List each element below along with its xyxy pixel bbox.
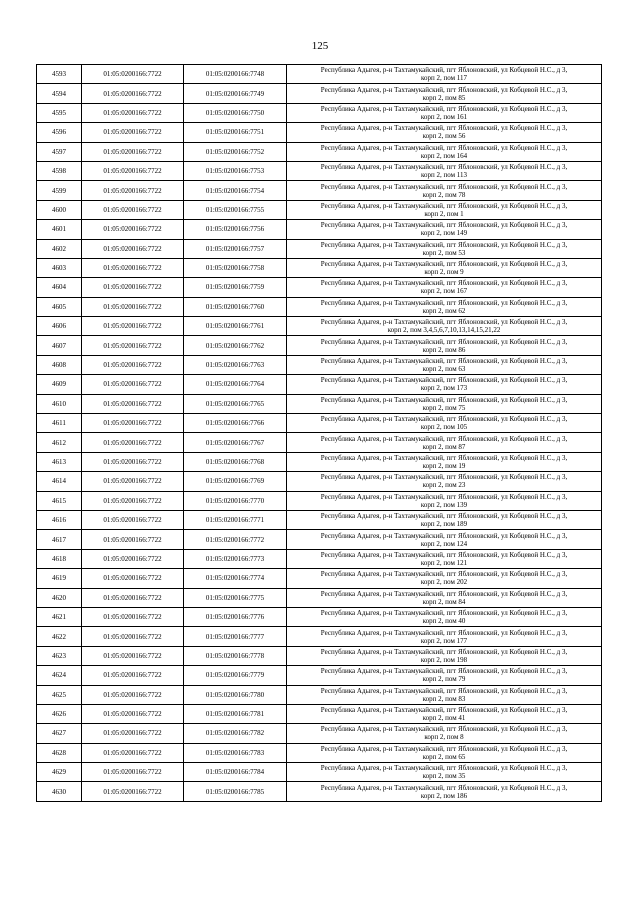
parent-cadastral-cell: 01:05:0200166:7722 xyxy=(82,123,184,142)
address-line-2: корп 2, пом 1 xyxy=(424,209,464,218)
row-number-cell: 4599 xyxy=(37,181,82,200)
cadastral-number-cell: 01:05:0200166:7782 xyxy=(184,724,287,743)
table-row xyxy=(37,704,602,723)
address-line-2: корп 2, пом 23 xyxy=(422,481,466,490)
address-cell xyxy=(287,239,602,258)
row-number-cell: 4605 xyxy=(37,297,82,316)
address-cell xyxy=(287,530,602,549)
address-line-2: корп 2, пом 86 xyxy=(422,345,466,354)
parent-cadastral-cell: 01:05:0200166:7722 xyxy=(82,569,184,588)
address-cell xyxy=(287,103,602,122)
table-row xyxy=(37,84,602,103)
address-line-2: корп 2, пом 63 xyxy=(422,365,466,374)
address-line-2: корп 2, пом 53 xyxy=(422,248,466,257)
cadastral-number-cell: 01:05:0200166:7765 xyxy=(184,394,287,413)
address-line-1: Республика Адыгея, р-н Тахтамукайский, пгт Яблоновский, ул Кобцевой Н.С., д 3, xyxy=(320,201,568,210)
address-cell xyxy=(287,394,602,413)
address-line-2: корп 2, пом 173 xyxy=(420,384,468,393)
cadastral-number-cell: 01:05:0200166:7755 xyxy=(184,200,287,219)
address-line-1: Республика Адыгея, р-н Тахтамукайский, пгт Яблоновский, ул Кобцевой Н.С., д 3, xyxy=(320,415,568,424)
table-row xyxy=(37,239,602,258)
parent-cadastral-cell: 01:05:0200166:7722 xyxy=(82,452,184,471)
cadastral-number-cell: 01:05:0200166:7766 xyxy=(184,414,287,433)
table-row xyxy=(37,278,602,297)
table-row xyxy=(37,607,602,626)
address-cell xyxy=(287,355,602,374)
address-line-1: Республика Адыгея, р-н Тахтамукайский, пгт Яблоновский, ул Кобцевой Н.С., д 3, xyxy=(320,376,568,385)
row-number-cell: 4629 xyxy=(37,763,82,782)
address-line-1: Республика Адыгея, р-н Тахтамукайский, пгт Яблоновский, ул Кобцевой Н.С., д 3, xyxy=(320,182,568,191)
address-line-2: корп 2, пом 40 xyxy=(422,617,466,626)
address-line-1: Республика Адыгея, р-н Тахтамукайский, пгт Яблоновский, ул Кобцевой Н.С., д 3, xyxy=(320,298,568,307)
address-line-1: Республика Адыгея, р-н Тахтамукайский, пгт Яблоновский, ул Кобцевой Н.С., д 3, xyxy=(320,260,568,269)
address-line-1: Республика Адыгея, р-н Тахтамукайский, пгт Яблоновский, ул Кобцевой Н.С., д 3, xyxy=(320,609,568,618)
address-cell xyxy=(287,666,602,685)
address-cell xyxy=(287,588,602,607)
row-number-cell: 4608 xyxy=(37,355,82,374)
cadastral-number-cell: 01:05:0200166:7775 xyxy=(184,588,287,607)
cadastral-number-cell: 01:05:0200166:7774 xyxy=(184,569,287,588)
table-row xyxy=(37,375,602,394)
address-cell xyxy=(287,491,602,510)
parent-cadastral-cell: 01:05:0200166:7722 xyxy=(82,317,184,336)
cadastral-number-cell: 01:05:0200166:7770 xyxy=(184,491,287,510)
row-number-cell: 4627 xyxy=(37,724,82,743)
row-number-cell: 4614 xyxy=(37,472,82,491)
address-line-2: корп 2, пом 186 xyxy=(420,791,468,800)
parent-cadastral-cell: 01:05:0200166:7722 xyxy=(82,161,184,180)
address-line-1: Республика Адыгея, р-н Тахтамукайский, пгт Яблоновский, ул Кобцевой Н.С., д 3, xyxy=(320,318,568,327)
address-line-2: корп 2, пом 161 xyxy=(420,112,468,121)
row-number-cell: 4600 xyxy=(37,200,82,219)
cadastral-number-cell: 01:05:0200166:7773 xyxy=(184,549,287,568)
row-number-cell: 4622 xyxy=(37,627,82,646)
address-cell xyxy=(287,607,602,626)
table-row xyxy=(37,782,602,801)
cadastral-number-cell: 01:05:0200166:7753 xyxy=(184,161,287,180)
row-number-cell: 4619 xyxy=(37,569,82,588)
row-number-cell: 4612 xyxy=(37,433,82,452)
cadastral-number-cell: 01:05:0200166:7756 xyxy=(184,220,287,239)
address-line-2: корп 2, пом 167 xyxy=(420,287,468,296)
address-cell xyxy=(287,65,602,84)
cadastral-number-cell: 01:05:0200166:7785 xyxy=(184,782,287,801)
table-row xyxy=(37,394,602,413)
address-cell xyxy=(287,743,602,762)
cadastral-number-cell: 01:05:0200166:7748 xyxy=(184,65,287,84)
table-row xyxy=(37,65,602,84)
table-row xyxy=(37,336,602,355)
address-line-1: Республика Адыгея, р-н Тахтамукайский, пгт Яблоновский, ул Кобцевой Н.С., д 3, xyxy=(320,764,568,773)
row-number-cell: 4626 xyxy=(37,704,82,723)
parent-cadastral-cell: 01:05:0200166:7722 xyxy=(82,200,184,219)
parent-cadastral-cell: 01:05:0200166:7722 xyxy=(82,239,184,258)
table-row xyxy=(37,627,602,646)
row-number-cell: 4604 xyxy=(37,278,82,297)
address-line-1: Республика Адыгея, р-н Тахтамукайский, пгт Яблоновский, ул Кобцевой Н.С., д 3, xyxy=(320,395,568,404)
address-line-1: Республика Адыгея, р-н Тахтамукайский, пгт Яблоновский, ул Кобцевой Н.С., д 3, xyxy=(320,686,568,695)
row-number-cell: 4607 xyxy=(37,336,82,355)
row-number-cell: 4598 xyxy=(37,161,82,180)
row-number-cell: 4616 xyxy=(37,510,82,529)
table-row xyxy=(37,161,602,180)
table-row xyxy=(37,743,602,762)
parent-cadastral-cell: 01:05:0200166:7722 xyxy=(82,375,184,394)
address-cell xyxy=(287,763,602,782)
address-line-2: корп 2, пом 105 xyxy=(420,423,468,432)
table-row xyxy=(37,200,602,219)
address-line-1: Республика Адыгея, р-н Тахтамукайский, пгт Яблоновский, ул Кобцевой Н.С., д 3, xyxy=(320,221,568,230)
registry-table xyxy=(36,64,602,802)
address-line-1: Республика Адыгея, р-н Тахтамукайский, пгт Яблоновский, ул Кобцевой Н.С., д 3, xyxy=(320,337,568,346)
table-row xyxy=(37,355,602,374)
cadastral-number-cell: 01:05:0200166:7780 xyxy=(184,685,287,704)
address-line-1: Республика Адыгея, р-н Тахтамукайский, пгт Яблоновский, ул Кобцевой Н.С., д 3, xyxy=(320,454,568,462)
address-cell xyxy=(287,472,602,491)
table-row xyxy=(37,549,602,568)
address-line-2: корп 2, пом 62 xyxy=(422,306,466,315)
cadastral-number-cell: 01:05:0200166:7758 xyxy=(184,258,287,277)
table-row xyxy=(37,530,602,549)
address-line-2: корп 2, пом 78 xyxy=(422,190,466,199)
address-line-1: Республика Адыгея, р-н Тахтамукайский, пгт Яблоновский, ул Кобцевой Н.С., д 3, xyxy=(320,667,568,676)
address-line-1: Республика Адыгея, р-н Тахтамукайский, пгт Яблоновский, ул Кобцевой Н.С., д 3, xyxy=(320,706,568,715)
page-number: 125 xyxy=(311,40,329,52)
address-cell xyxy=(287,433,602,452)
address-line-2: корп 2, пом 83 xyxy=(422,694,466,703)
row-number-cell: 4628 xyxy=(37,743,82,762)
parent-cadastral-cell: 01:05:0200166:7722 xyxy=(82,666,184,685)
table-row xyxy=(37,685,602,704)
cadastral-number-cell: 01:05:0200166:7761 xyxy=(184,317,287,336)
address-cell xyxy=(287,685,602,704)
row-number-cell: 4611 xyxy=(37,414,82,433)
address-line-2: корп 2, пом 124 xyxy=(420,539,468,548)
cadastral-number-cell: 01:05:0200166:7750 xyxy=(184,103,287,122)
cadastral-number-cell: 01:05:0200166:7769 xyxy=(184,472,287,491)
parent-cadastral-cell: 01:05:0200166:7722 xyxy=(82,355,184,374)
address-line-1: Республика Адыгея, р-н Тахтамукайский, пгт Яблоновский, ул Кобцевой Н.С., д 3, xyxy=(320,240,568,249)
cadastral-number-cell: 01:05:0200166:7768 xyxy=(184,452,287,471)
row-number-cell: 4625 xyxy=(37,685,82,704)
address-line-1: Республика Адыгея, р-н Тахтамукайский, пгт Яблоновский, ул Кобцевой Н.С., д 3, xyxy=(320,66,568,75)
address-line-2: корп 2, пом 139 xyxy=(420,500,468,509)
address-cell xyxy=(287,782,602,801)
parent-cadastral-cell: 01:05:0200166:7722 xyxy=(82,588,184,607)
address-line-2: корп 2, пом 84 xyxy=(422,597,466,606)
address-cell xyxy=(287,181,602,200)
address-line-2: корп 2, пом 113 xyxy=(420,171,468,180)
cadastral-number-cell: 01:05:0200166:7781 xyxy=(184,704,287,723)
table-row xyxy=(37,646,602,665)
cadastral-number-cell: 01:05:0200166:7751 xyxy=(184,123,287,142)
parent-cadastral-cell: 01:05:0200166:7722 xyxy=(82,394,184,413)
parent-cadastral-cell: 01:05:0200166:7722 xyxy=(82,433,184,452)
address-line-1: Республика Адыгея, р-н Тахтамукайский, пгт Яблоновский, ул Кобцевой Н.С., д 3, xyxy=(320,357,568,366)
address-line-1: Республика Адыгея, р-н Тахтамукайский, пгт Яблоновский, ул Кобцевой Н.С., д 3, xyxy=(320,124,568,133)
cadastral-number-cell: 01:05:0200166:7784 xyxy=(184,763,287,782)
address-line-1: Республика Адыгея, р-н Тахтамукайский, пгт Яблоновский, ул Кобцевой Н.С., д 3, xyxy=(320,492,568,501)
cadastral-number-cell: 01:05:0200166:7763 xyxy=(184,355,287,374)
address-line-1: Республика Адыгея, р-н Тахтамукайский, пгт Яблоновский, ул Кобцевой Н.С., д 3, xyxy=(320,570,568,579)
row-number-cell: 4615 xyxy=(37,491,82,510)
address-line-2: корп 2, пом 85 xyxy=(422,93,466,102)
address-cell xyxy=(287,510,602,529)
address-cell xyxy=(287,452,602,471)
row-number-cell: 4624 xyxy=(37,666,82,685)
registry-table-body xyxy=(37,65,602,802)
table-row xyxy=(37,220,602,239)
cadastral-number-cell: 01:05:0200166:7752 xyxy=(184,142,287,161)
table-row xyxy=(37,317,602,336)
address-cell xyxy=(287,278,602,297)
row-number-cell: 4594 xyxy=(37,84,82,103)
address-cell xyxy=(287,375,602,394)
address-line-2: корп 2, пом 198 xyxy=(420,655,468,664)
cadastral-number-cell: 01:05:0200166:7764 xyxy=(184,375,287,394)
row-number-cell: 4620 xyxy=(37,588,82,607)
table-row xyxy=(37,297,602,316)
address-line-2: корп 2, пом 177 xyxy=(420,636,468,645)
address-cell xyxy=(287,317,602,336)
row-number-cell: 4623 xyxy=(37,646,82,665)
address-line-1: Республика Адыгея, р-н Тахтамукайский, пгт Яблоновский, ул Кобцевой Н.С., д 3, xyxy=(320,85,568,94)
address-line-2: корп 2, пом 149 xyxy=(420,229,468,238)
cadastral-number-cell: 01:05:0200166:7759 xyxy=(184,278,287,297)
cadastral-number-cell: 01:05:0200166:7783 xyxy=(184,743,287,762)
parent-cadastral-cell: 01:05:0200166:7722 xyxy=(82,181,184,200)
table-row xyxy=(37,666,602,685)
parent-cadastral-cell: 01:05:0200166:7722 xyxy=(82,530,184,549)
parent-cadastral-cell: 01:05:0200166:7722 xyxy=(82,278,184,297)
row-number-cell: 4610 xyxy=(37,394,82,413)
row-number-cell: 4597 xyxy=(37,142,82,161)
table-row xyxy=(37,472,602,491)
parent-cadastral-cell: 01:05:0200166:7722 xyxy=(82,220,184,239)
address-cell xyxy=(287,414,602,433)
parent-cadastral-cell: 01:05:0200166:7722 xyxy=(82,84,184,103)
table-row xyxy=(37,588,602,607)
address-line-2: корп 2, пом 189 xyxy=(420,520,468,529)
row-number-cell: 4621 xyxy=(37,607,82,626)
parent-cadastral-cell: 01:05:0200166:7722 xyxy=(82,65,184,84)
address-cell xyxy=(287,258,602,277)
table-row xyxy=(37,452,602,471)
parent-cadastral-cell: 01:05:0200166:7722 xyxy=(82,743,184,762)
table-row xyxy=(37,510,602,529)
address-line-1: Республика Адыгея, р-н Тахтамукайский, пгт Яблоновский, ул Кобцевой Н.С., д 3, xyxy=(320,783,568,792)
cadastral-number-cell: 01:05:0200166:7771 xyxy=(184,510,287,529)
address-cell xyxy=(287,549,602,568)
address-cell xyxy=(287,724,602,743)
address-line-2: корп 2, пом 202 xyxy=(420,578,468,587)
row-number-cell: 4609 xyxy=(37,375,82,394)
row-number-cell: 4603 xyxy=(37,258,82,277)
table-row xyxy=(37,258,602,277)
address-cell xyxy=(287,646,602,665)
cadastral-number-cell: 01:05:0200166:7754 xyxy=(184,181,287,200)
parent-cadastral-cell: 01:05:0200166:7722 xyxy=(82,510,184,529)
row-number-cell: 4602 xyxy=(37,239,82,258)
parent-cadastral-cell: 01:05:0200166:7722 xyxy=(82,491,184,510)
table-row xyxy=(37,491,602,510)
parent-cadastral-cell: 01:05:0200166:7722 xyxy=(82,724,184,743)
table-row xyxy=(37,103,602,122)
table-row xyxy=(37,433,602,452)
address-cell xyxy=(287,200,602,219)
cadastral-number-cell: 01:05:0200166:7779 xyxy=(184,666,287,685)
table-row xyxy=(37,414,602,433)
address-line-1: Республика Адыгея, р-н Тахтамукайский, пгт Яблоновский, ул Кобцевой Н.С., д 3, xyxy=(320,163,568,172)
table-row xyxy=(37,724,602,743)
cadastral-number-cell: 01:05:0200166:7776 xyxy=(184,607,287,626)
address-line-2: корп 2, пом 8 xyxy=(424,733,464,742)
address-cell xyxy=(287,123,602,142)
address-line-2: корп 2, пом 79 xyxy=(422,675,466,684)
row-number-cell: 4595 xyxy=(37,103,82,122)
cadastral-number-cell: 01:05:0200166:7757 xyxy=(184,239,287,258)
address-line-2: корп 2, пом 65 xyxy=(422,752,466,761)
parent-cadastral-cell: 01:05:0200166:7722 xyxy=(82,142,184,161)
parent-cadastral-cell: 01:05:0200166:7722 xyxy=(82,472,184,491)
parent-cadastral-cell: 01:05:0200166:7722 xyxy=(82,627,184,646)
address-line-1: Республика Адыгея, р-н Тахтамукайский, пгт Яблоновский, ул Кобцевой Н.С., д 3, xyxy=(320,104,568,113)
table-row xyxy=(37,181,602,200)
address-line-1: Республика Адыгея, р-н Тахтамукайский, пгт Яблоновский, ул Кобцевой Н.С., д 3, xyxy=(320,589,568,598)
row-number-cell: 4606 xyxy=(37,317,82,336)
table-row xyxy=(37,763,602,782)
parent-cadastral-cell: 01:05:0200166:7722 xyxy=(82,763,184,782)
parent-cadastral-cell: 01:05:0200166:7722 xyxy=(82,258,184,277)
address-cell xyxy=(287,84,602,103)
address-line-1: Республика Адыгея, р-н Тахтамукайский, пгт Яблоновский, ул Кобцевой Н.С., д 3, xyxy=(320,628,568,637)
cadastral-number-cell: 01:05:0200166:7772 xyxy=(184,530,287,549)
parent-cadastral-cell: 01:05:0200166:7722 xyxy=(82,704,184,723)
address-line-1: Республика Адыгея, р-н Тахтамукайский, пгт Яблоновский, ул Кобцевой Н.С., д 3, xyxy=(320,434,568,443)
address-cell xyxy=(287,704,602,723)
parent-cadastral-cell: 01:05:0200166:7722 xyxy=(82,336,184,355)
address-line-2: корп 2, пом 19 xyxy=(422,462,466,470)
address-line-1: Республика Адыгея, р-н Тахтамукайский, пгт Яблоновский, ул Кобцевой Н.С., д 3, xyxy=(320,647,568,656)
address-cell xyxy=(287,569,602,588)
address-line-2: корп 2, пом 35 xyxy=(422,772,466,781)
cadastral-number-cell: 01:05:0200166:7762 xyxy=(184,336,287,355)
address-line-1: Республика Адыгея, р-н Тахтамукайский, пгт Яблоновский, ул Кобцевой Н.С., д 3, xyxy=(320,512,568,521)
parent-cadastral-cell: 01:05:0200166:7722 xyxy=(82,782,184,801)
address-line-1: Республика Адыгея, р-н Тахтамукайский, пгт Яблоновский, ул Кобцевой Н.С., д 3, xyxy=(320,531,568,540)
address-cell xyxy=(287,627,602,646)
parent-cadastral-cell: 01:05:0200166:7722 xyxy=(82,549,184,568)
parent-cadastral-cell: 01:05:0200166:7722 xyxy=(82,646,184,665)
address-line-2: корп 2, пом 9 xyxy=(424,268,464,277)
address-line-2: корп 2, пом 56 xyxy=(422,132,466,141)
address-line-1: Республика Адыгея, р-н Тахтамукайский, пгт Яблоновский, ул Кобцевой Н.С., д 3, xyxy=(320,279,568,288)
cadastral-number-cell: 01:05:0200166:7749 xyxy=(184,84,287,103)
row-number-cell: 4618 xyxy=(37,549,82,568)
address-line-2: корп 2, пом 3,4,5,6,7,10,13,14,15,21,22 xyxy=(387,326,501,335)
parent-cadastral-cell: 01:05:0200166:7722 xyxy=(82,297,184,316)
address-cell xyxy=(287,142,602,161)
parent-cadastral-cell: 01:05:0200166:7722 xyxy=(82,414,184,433)
row-number-cell: 4596 xyxy=(37,123,82,142)
address-line-2: корп 2, пом 75 xyxy=(422,403,466,412)
address-line-1: Республика Адыгея, р-н Тахтамукайский, пгт Яблоновский, ул Кобцевой Н.С., д 3, xyxy=(320,744,568,753)
cadastral-number-cell: 01:05:0200166:7778 xyxy=(184,646,287,665)
address-line-1: Республика Адыгея, р-н Тахтамукайский, пгт Яблоновский, ул Кобцевой Н.С., д 3, xyxy=(320,143,568,152)
address-line-2: корп 2, пом 117 xyxy=(420,74,468,83)
address-line-2: корп 2, пом 41 xyxy=(422,714,466,723)
address-line-2: корп 2, пом 87 xyxy=(422,442,466,451)
cadastral-number-cell: 01:05:0200166:7767 xyxy=(184,433,287,452)
address-line-1: Республика Адыгея, р-н Тахтамукайский, пгт Яблоновский, ул Кобцевой Н.С., д 3, xyxy=(320,473,568,482)
address-cell xyxy=(287,220,602,239)
address-line-2: корп 2, пом 164 xyxy=(420,151,468,160)
cadastral-number-cell: 01:05:0200166:7760 xyxy=(184,297,287,316)
table-row xyxy=(37,569,602,588)
address-cell xyxy=(287,336,602,355)
row-number-cell: 4601 xyxy=(37,220,82,239)
address-cell xyxy=(287,161,602,180)
address-cell xyxy=(287,297,602,316)
row-number-cell: 4593 xyxy=(37,65,82,84)
table-row xyxy=(37,142,602,161)
parent-cadastral-cell: 01:05:0200166:7722 xyxy=(82,685,184,704)
table-row xyxy=(37,123,602,142)
address-line-1: Республика Адыгея, р-н Тахтамукайский, пгт Яблоновский, ул Кобцевой Н.С., д 3, xyxy=(320,550,568,559)
row-number-cell: 4630 xyxy=(37,782,82,801)
cadastral-number-cell: 01:05:0200166:7777 xyxy=(184,627,287,646)
parent-cadastral-cell: 01:05:0200166:7722 xyxy=(82,607,184,626)
address-line-2: корп 2, пом 121 xyxy=(420,558,468,567)
address-line-1: Республика Адыгея, р-н Тахтамукайский, пгт Яблоновский, ул Кобцевой Н.С., д 3, xyxy=(320,725,568,734)
row-number-cell: 4613 xyxy=(37,452,82,471)
parent-cadastral-cell: 01:05:0200166:7722 xyxy=(82,103,184,122)
row-number-cell: 4617 xyxy=(37,530,82,549)
